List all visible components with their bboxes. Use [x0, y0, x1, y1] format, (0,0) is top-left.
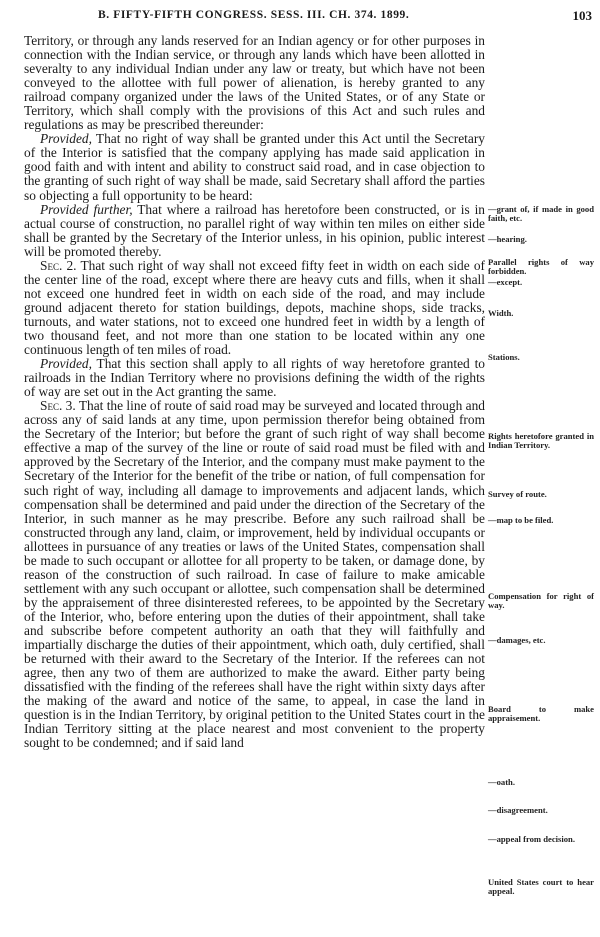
paragraph [24, 259, 485, 357]
margin-note: Stations. [488, 352, 520, 362]
paragraph-text: That the line of route of said road may be surveyed and located through and across any of said lands at any time, upon permission therefor being obtained from the Secretary of the Interior; but before the grant of such right of way shall become effective a map of the survey of the line or route of said road must be filed with and approved by the Secretary of the Interior, and the company must make payment to the Secretary of the Interior for the benefit of the tribe or nation, of full compensation for such right of way, including all damage to improvements and adjacent lands, which compensation shall be determined and paid under the direction of the Secretary of the Interior, in such manner as he may prescribe. Before any such railroad shall be constructed through any land, claim, or improvement, held by individual occupants or allottees in pursuance of any treaties or laws of the United States, compensation shall be made to such occupant or allottee for all property to be taken, or damage done, by reason of the construction of such railroad. In case of failure to make amicable settlement with any such occupant or allottee, such compensation shall be determined by the appraisement of three disinterested referees, to be appointed by the Secretary of the Interior, who, before entering upon the duties of their appointment, shall take and subscribe before competent authority an oath that they will faithfully and impartially discharge the duties of their appointment, which oath, duly certified, shall be returned with their award to the Secretary of the Interior. If the referees can not agree, then any two of them are authorized to make the award. Either party being dissatisfied with the finding of the referees shall have the right within sixty days after the making of the award and notice of the same, to appeal, in case the land in question is in the Indian Territory, by original petition to the United States court in the Indian Territory sitting at the place nearest and most convenient to the property sought to be condemned; and if said land [24, 398, 486, 751]
margin-note: United States court to hear appeal. [488, 877, 594, 897]
paragraph-text: That no right of way shall be granted under this Act until the Secretary of the Interior is satisfied that the company applying has made said application in good faith and with intent and ability to construct said road, and in case objection to the granting of such right of way shall be made, said Secretary shall afford the parties so objecting a full opportunity to be heard: [24, 131, 485, 203]
margin-note: —except. [488, 277, 523, 287]
paragraph-text: That where a railroad has heretofore been constructed, or is in actual course of construction, no parallel right of way within ten miles on either side shall be granted by the Secretary of the Interior unless, in his opinion, public interest will be promoted thereby. [24, 201, 485, 259]
paragraph [24, 132, 485, 202]
proviso-lead: Provided further, [40, 201, 133, 217]
margin-note: —hearing. [488, 234, 527, 244]
paragraph-text: That such right of way shall not exceed fifty feet in width on each side of the center line of the road, except where there are heavy cuts and fills, when it shall not exceed one hundred feet in width on each side of the road, and may include ground adjacent thereto for station buildings, depots, machine shops, side tracks, turnouts, and water stations, not to exceed one hundred feet in width by a length of two thousand feet, and not more than one station to be located within any one continuous length of ten miles of road. [24, 257, 486, 358]
margin-note: —appeal from decision. [488, 834, 575, 844]
paragraph-text: Territory, or through any lands reserved for an Indian agency or for other purposes in connection with the Indian service, or through any lands which have been allotted in severalty to any individual Indian under any law or treaty, but which have not been conveyed to the allottee with full power of alienation, is hereby granted to any railroad company organized under the laws of the United States, or of any State or Territory, which shall comply with the provisions of this Act and such rules and regulations as may be prescribed thereunder: [24, 33, 485, 133]
margin-note: —map to be filed. [488, 515, 554, 525]
margin-note: Rights heretofore granted in Indian Territory. [488, 431, 594, 451]
paragraph [24, 34, 485, 132]
margin-note: Width. [488, 308, 514, 318]
margin-note: —disagreement. [488, 805, 548, 815]
margin-note: Board to make appraisement. [488, 704, 594, 724]
paragraph [24, 399, 485, 750]
proviso-lead: Provided, [40, 131, 92, 147]
page-number: 103 [572, 8, 592, 23]
margin-note: —oath. [488, 777, 515, 787]
body-text [24, 34, 485, 750]
margin-notes [488, 0, 596, 937]
running-head-text: B. FIFTY-FIFTH CONGRESS. SESS. III. CH. 374. 1899. [98, 9, 410, 21]
paragraph-text: That this section shall apply to all rights of way heretofore granted to railroads in the Indian Territory where no provisions defining the width of the rights of way are set out in the Act granting the same. [24, 356, 485, 400]
margin-note: —damages, etc. [488, 635, 546, 645]
paragraph [24, 203, 485, 259]
paragraph [24, 357, 485, 399]
margin-note: Survey of route. [488, 489, 547, 499]
margin-note: —grant of, if made in good faith, etc. [488, 204, 594, 224]
section-number: Sec. 3. [40, 398, 76, 414]
margin-note: Compensation for right of way. [488, 591, 594, 611]
proviso-lead: Provided, [40, 356, 92, 372]
section-number: Sec. 2. [40, 257, 77, 273]
margin-note: Parallel rights of way forbidden. [488, 257, 594, 277]
